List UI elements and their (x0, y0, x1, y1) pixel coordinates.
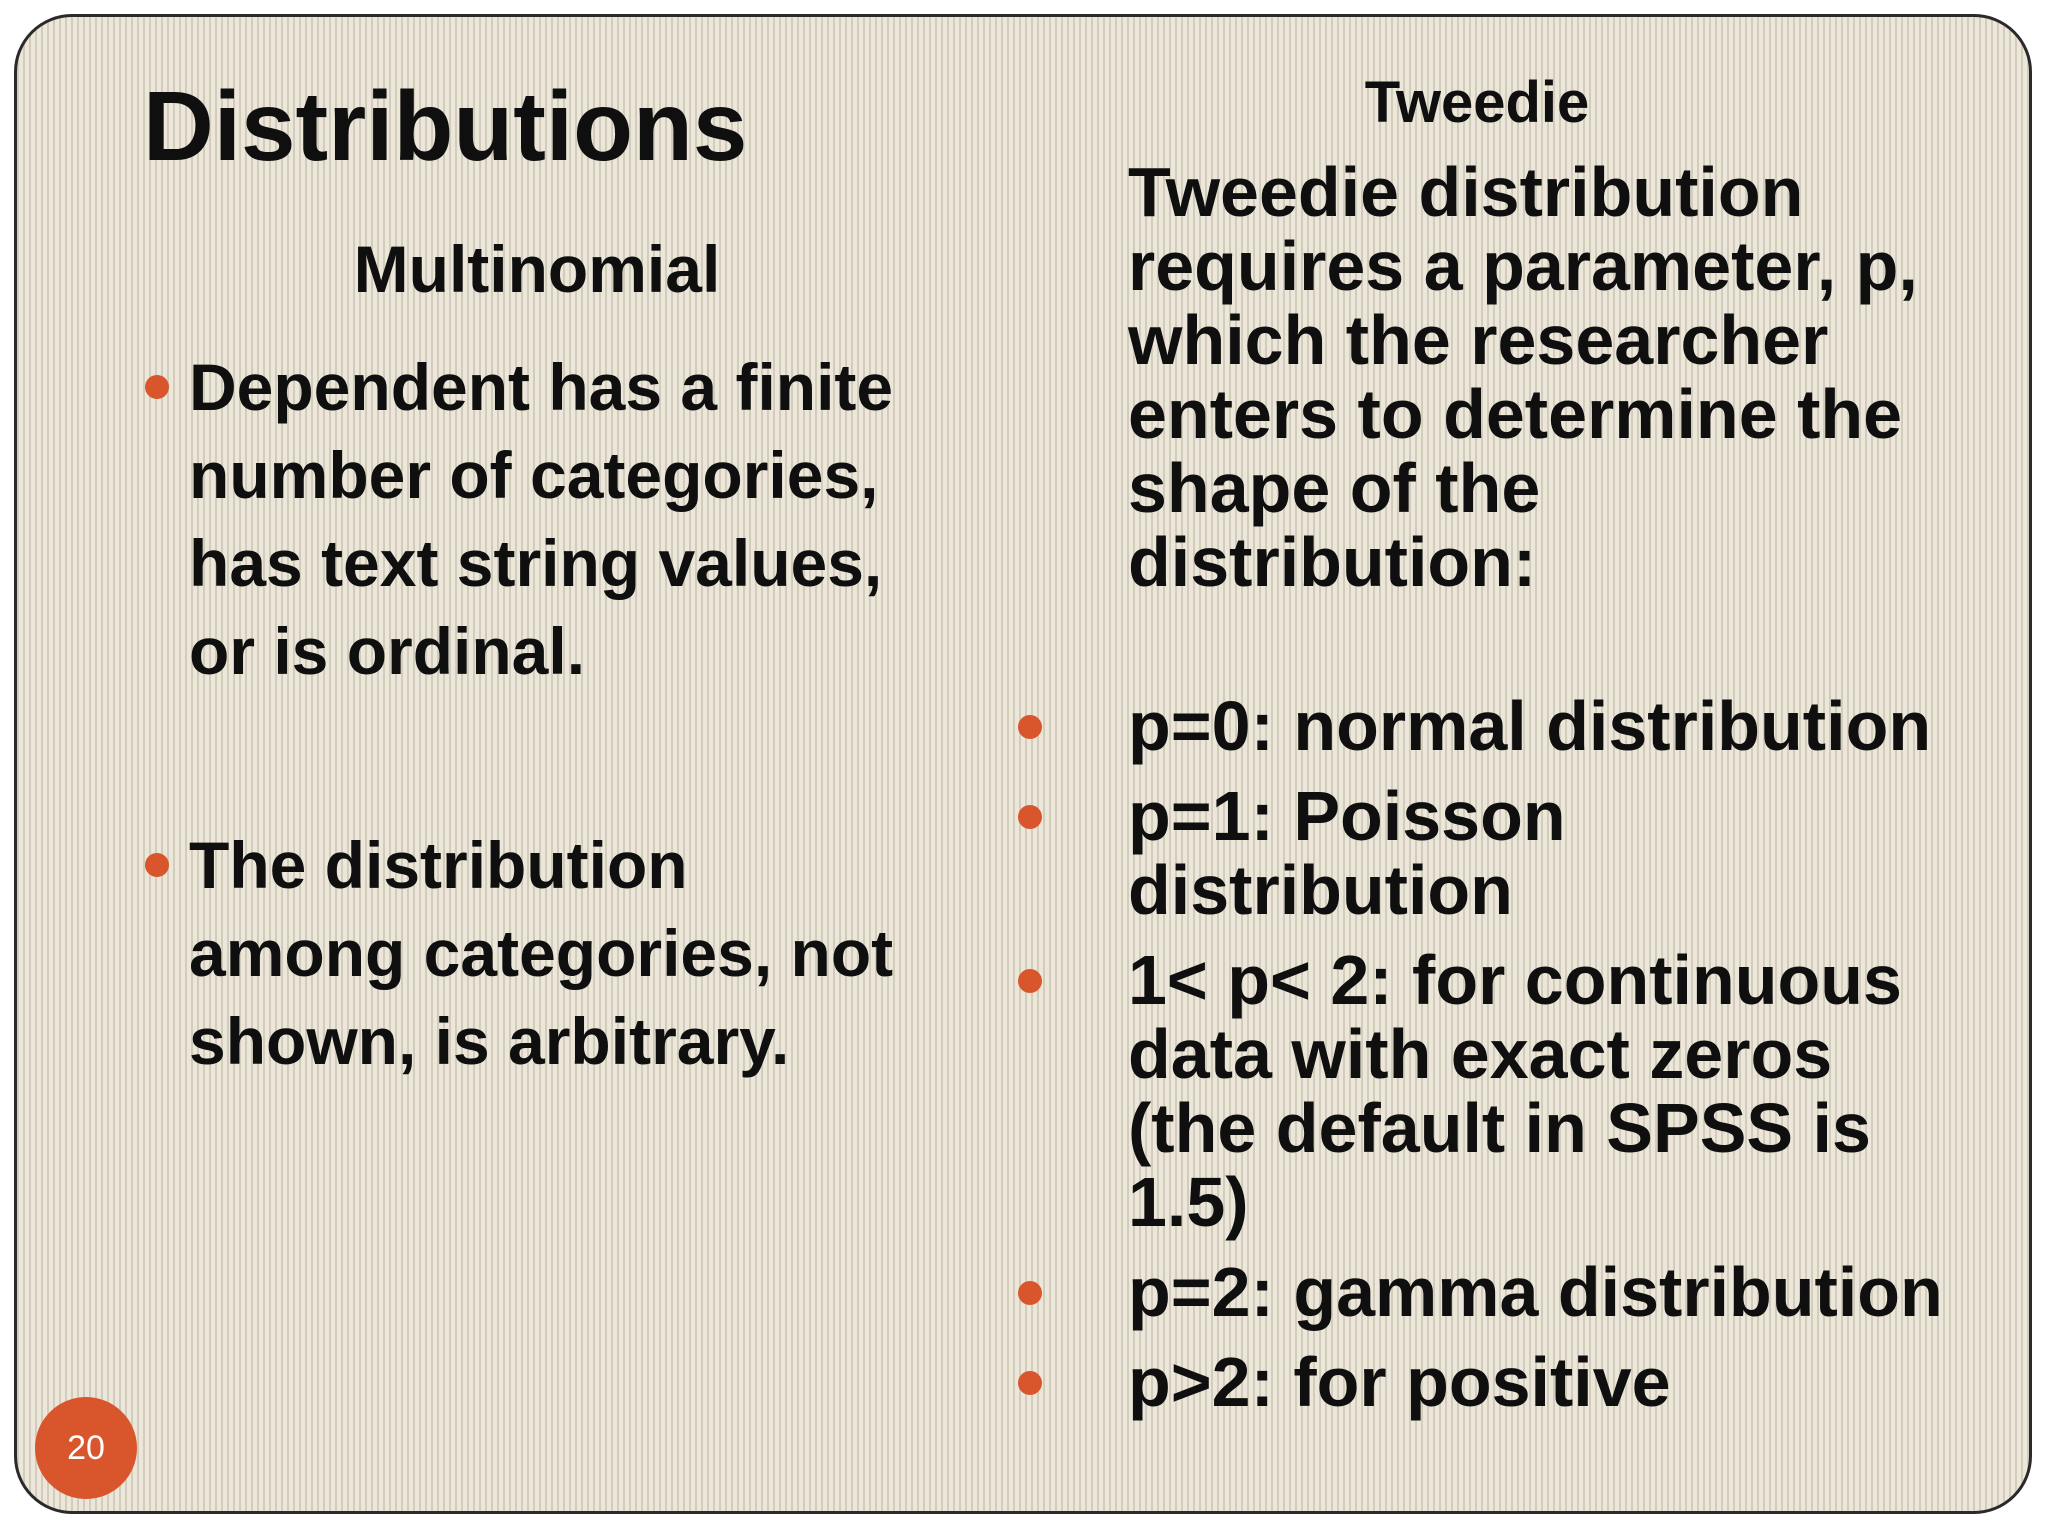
tweedie-heading: Tweedie (1364, 70, 1590, 135)
bullet-text: p=1: Poisson distribution (1128, 777, 1566, 929)
multinomial-heading: Multinomial (353, 232, 721, 306)
bullet-text: p=0: normal distribution (1128, 687, 1932, 765)
bullet-dot-icon (145, 375, 169, 399)
bullet-dot-icon (1018, 1371, 1042, 1395)
bullet-text: Dependent has a finite number of categories, has text string values, or is ordinal. (189, 350, 894, 688)
list-item (1128, 779, 1948, 927)
multinomial-bullet-list (189, 343, 909, 1085)
bullet-text: 1< p< 2: for continuous data with exact zeros (the default in SPSS is 1.5) (1128, 941, 1902, 1241)
list-item (1128, 689, 1948, 763)
bullet-dot-icon (145, 853, 169, 877)
bullet-dot-icon (1018, 715, 1042, 739)
slide-title: Distributions (143, 71, 748, 181)
bullet-text: The distribution among categories, not shown, is arbitrary. (189, 828, 894, 1078)
bullet-dot-icon (1018, 805, 1042, 829)
tweedie-intro: Tweedie distribution requires a parameter, p, which the researcher enters to determine the shape of the distribution: (1128, 153, 1918, 601)
list-item (1128, 1255, 1948, 1329)
tweedie-bullet-list (1128, 689, 1948, 1435)
page-number-badge: 20 (35, 1397, 137, 1499)
list-item (1128, 1345, 1948, 1419)
bullet-text: p>2: for positive (1128, 1343, 1671, 1421)
bullet-text: p=2: gamma distribution (1128, 1253, 1943, 1331)
list-item (1128, 943, 1948, 1239)
bullet-dot-icon (1018, 1281, 1042, 1305)
list-item (189, 821, 909, 1085)
list-item (189, 343, 909, 695)
slide (14, 14, 2032, 1514)
bullet-dot-icon (1018, 969, 1042, 993)
